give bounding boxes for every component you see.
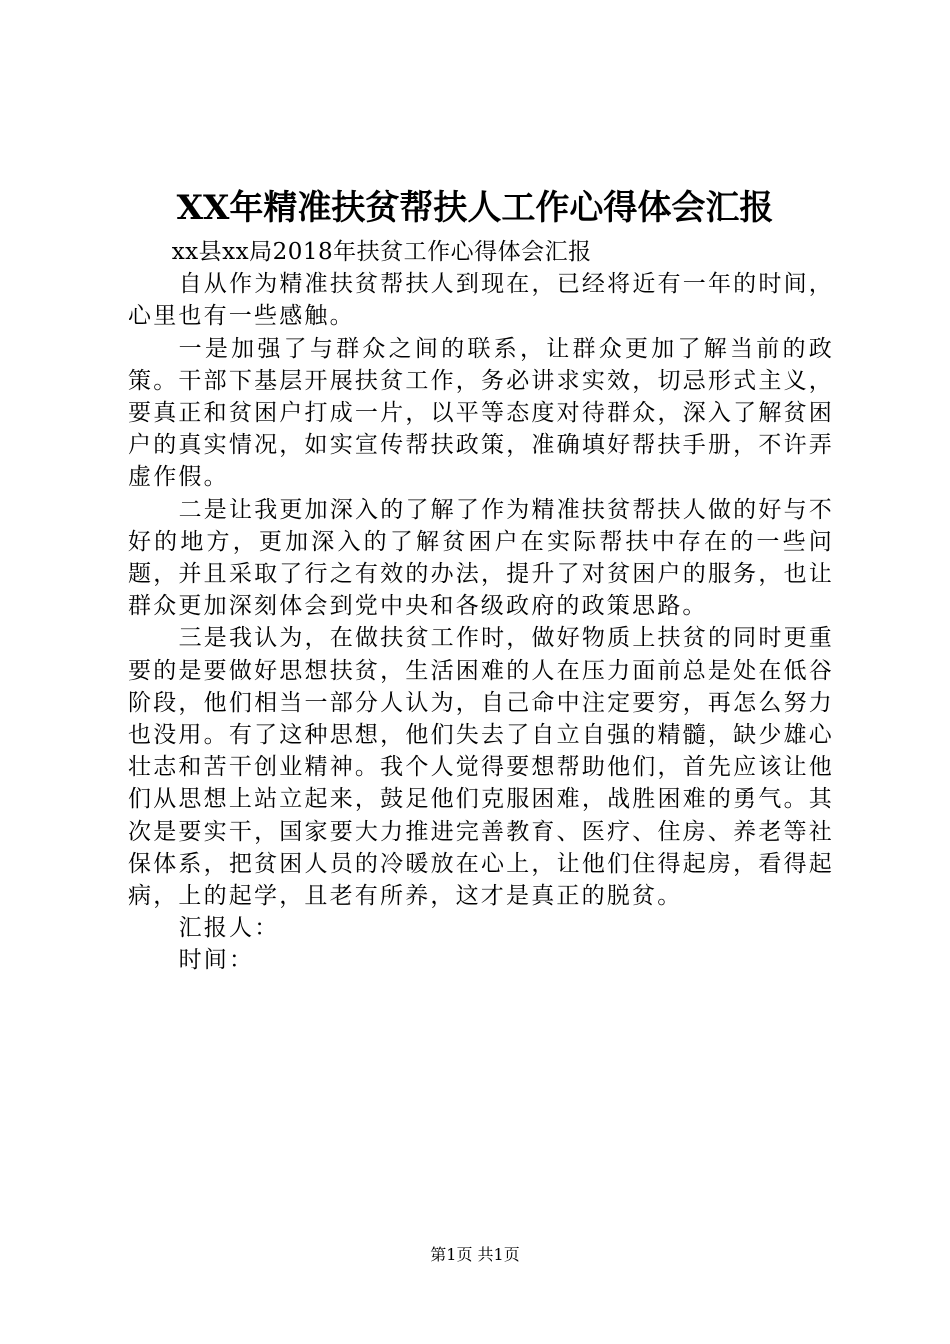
reporter-label: 汇报人： — [178, 915, 280, 942]
paragraph-second-point: 二是让我更加深入的了解了作为精准扶贫帮扶人做的好与不好的地方，更加深入的了解贫困户在实际帮扶中存在的一些问题，并且采取了行之有效的办法，提升了对贫困户的服务，也让群众更加深刻体会到党中央和各级政府的政策思路。 — [128, 496, 834, 620]
paragraph-first-point: 一是加强了与群众之间的联系，让群众更加了解当前的政策。干部下基层开展扶贫工作，务必讲求实效，切忌形式主义，要真正和贫困户打成一片，以平等态度对待群众，深入了解贫困户的真实情况，如实宣传帮扶政策，准确填好帮扶手册，不许弄虚作假。 — [128, 335, 834, 491]
document-body — [128, 236, 834, 977]
time-label: 时间： — [178, 947, 255, 974]
document-title: XX年精准扶贫帮扶人工作心得体会汇报 — [176, 188, 774, 228]
document-subtitle: xx县xx局2018年扶贫工作心得体会汇报 — [171, 239, 592, 265]
paragraph-intro: 自从作为精准扶贫帮扶人到现在，已经将近有一年的时间，心里也有一些感触。 — [128, 271, 834, 330]
paragraph-third-point: 三是我认为，在做扶贫工作时，做好物质上扶贫的同时更重要的是要做好思想扶贫，生活困难的人在压力面前总是处在低谷阶段，他们相当一部分人认为，自己命中注定要穷，再怎么努力也没用。有了这种思想，他们失去了自立自强的精髓，缺少雄心壮志和苦干创业精神。我个人觉得要想帮助他们，首先应该让他们从思想上站立起来，鼓足他们克服困难，战胜困难的勇气。其次是要实干，国家要大力推进完善教育、医疗、住房、养老等社保体系，把贫困人员的冷暖放在心上，让他们住得起房，看得起病，上的起学，且老有所养，这才是真正的脱贫。 — [128, 625, 834, 910]
page-footer: 第1页 共1页 — [430, 1245, 520, 1264]
